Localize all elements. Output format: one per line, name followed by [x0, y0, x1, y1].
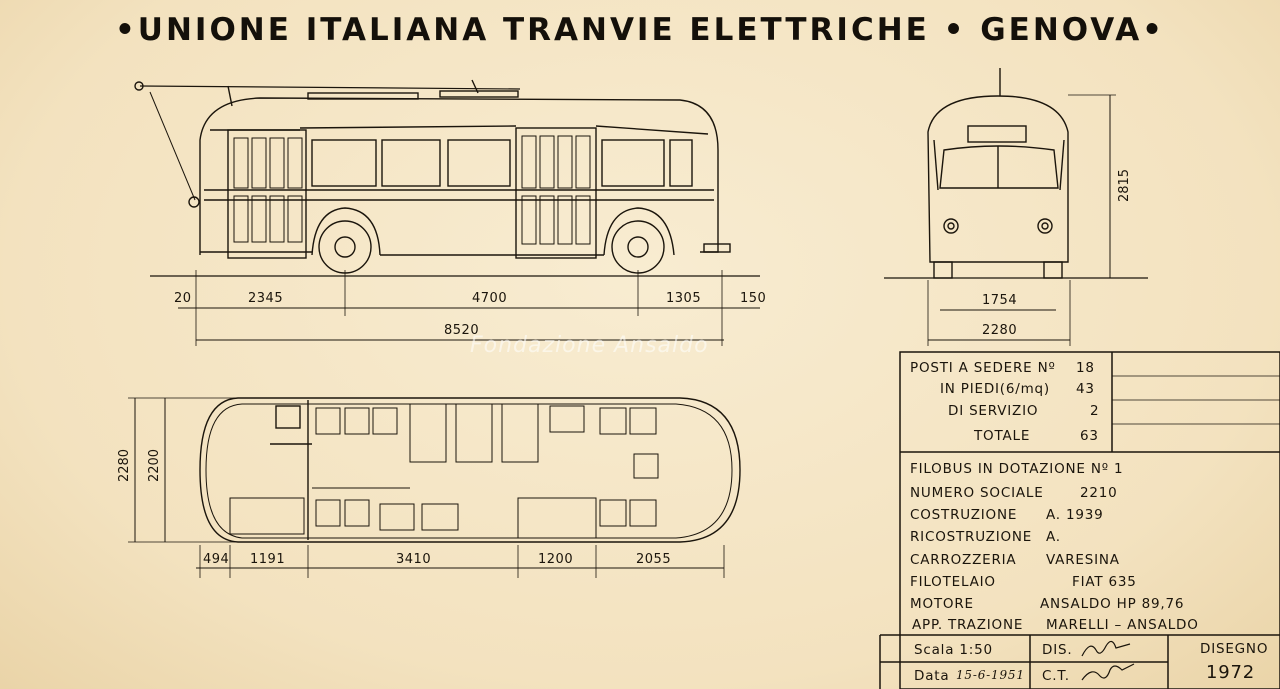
drawing-number-value: 1972: [1206, 662, 1256, 683]
spec-trazione-label: APP. TRAZIONE: [912, 617, 1024, 633]
date-label: Data: [914, 668, 950, 684]
designer-label: DIS.: [1042, 642, 1073, 658]
seats-row4-value: 63: [1080, 428, 1099, 444]
seats-row1-value: 18: [1076, 360, 1095, 376]
date-value: 15-6-1951: [956, 668, 1025, 682]
drawing-number-label: DISEGNO: [1200, 641, 1269, 657]
plan-dim-1200: 1200: [538, 552, 574, 567]
seats-row3-value: 2: [1090, 403, 1100, 419]
spec-ricostruzione-value: A.: [1046, 529, 1061, 545]
drawing-title: •UNIONE ITALIANA TRANVIE ELETTRICHE • GENOVA•: [114, 12, 1165, 48]
checker-label: C.T.: [1042, 668, 1070, 684]
front-dim-track: 1754: [982, 293, 1018, 308]
spec-motore-label: MOTORE: [910, 596, 974, 612]
spec-motore-value: ANSALDO HP 89,76: [1040, 596, 1185, 612]
seats-row2-value: 43: [1076, 381, 1095, 397]
side-dim-20: 20: [174, 291, 192, 306]
spec-numero-label: NUMERO SOCIALE: [910, 485, 1044, 501]
plan-dim-2055: 2055: [636, 552, 672, 567]
seats-row4-label: TOTALE: [974, 428, 1031, 444]
spec-filobus: FILOBUS IN DOTAZIONE Nº 1: [910, 461, 1124, 477]
scale-text: Scala 1:50: [914, 642, 993, 658]
side-dim-4700: 4700: [472, 291, 508, 306]
seats-row3-label: DI SERVIZIO: [948, 403, 1039, 419]
spec-ricostruzione-label: RICOSTRUZIONE: [910, 529, 1033, 545]
side-dim-150: 150: [740, 291, 767, 306]
plan-dim-outer: 2280: [117, 448, 133, 483]
spec-costruzione-label: COSTRUZIONE: [910, 507, 1018, 523]
spec-carrozzeria-label: CARROZZERIA: [910, 552, 1017, 568]
side-dim-2345: 2345: [248, 291, 284, 306]
seats-row2-label: IN PIEDI(6/mq): [940, 381, 1050, 397]
side-dim-8520: 8520: [444, 323, 480, 338]
spec-costruzione-value: A. 1939: [1046, 507, 1104, 523]
plan-dim-inner: 2200: [147, 448, 163, 483]
front-dim-width: 2280: [982, 323, 1018, 338]
plan-dim-494: 494: [203, 552, 230, 567]
watermark-text: Fondazione Ansaldo: [470, 333, 709, 358]
plan-dim-1191: 1191: [250, 552, 286, 567]
seats-row1-label: POSTI A SEDERE Nº: [910, 360, 1056, 376]
spec-filotelaio-label: FILOTELAIO: [910, 574, 996, 590]
spec-trazione-value: MARELLI – ANSALDO: [1046, 617, 1199, 633]
spec-filotelaio-value: FIAT 635: [1072, 574, 1137, 590]
spec-carrozzeria-value: VARESINA: [1046, 552, 1120, 568]
spec-numero-value: 2210: [1080, 485, 1118, 501]
front-dim-height: 2815: [1117, 168, 1133, 203]
side-dim-1305: 1305: [666, 291, 702, 306]
plan-dim-3410: 3410: [396, 552, 432, 567]
